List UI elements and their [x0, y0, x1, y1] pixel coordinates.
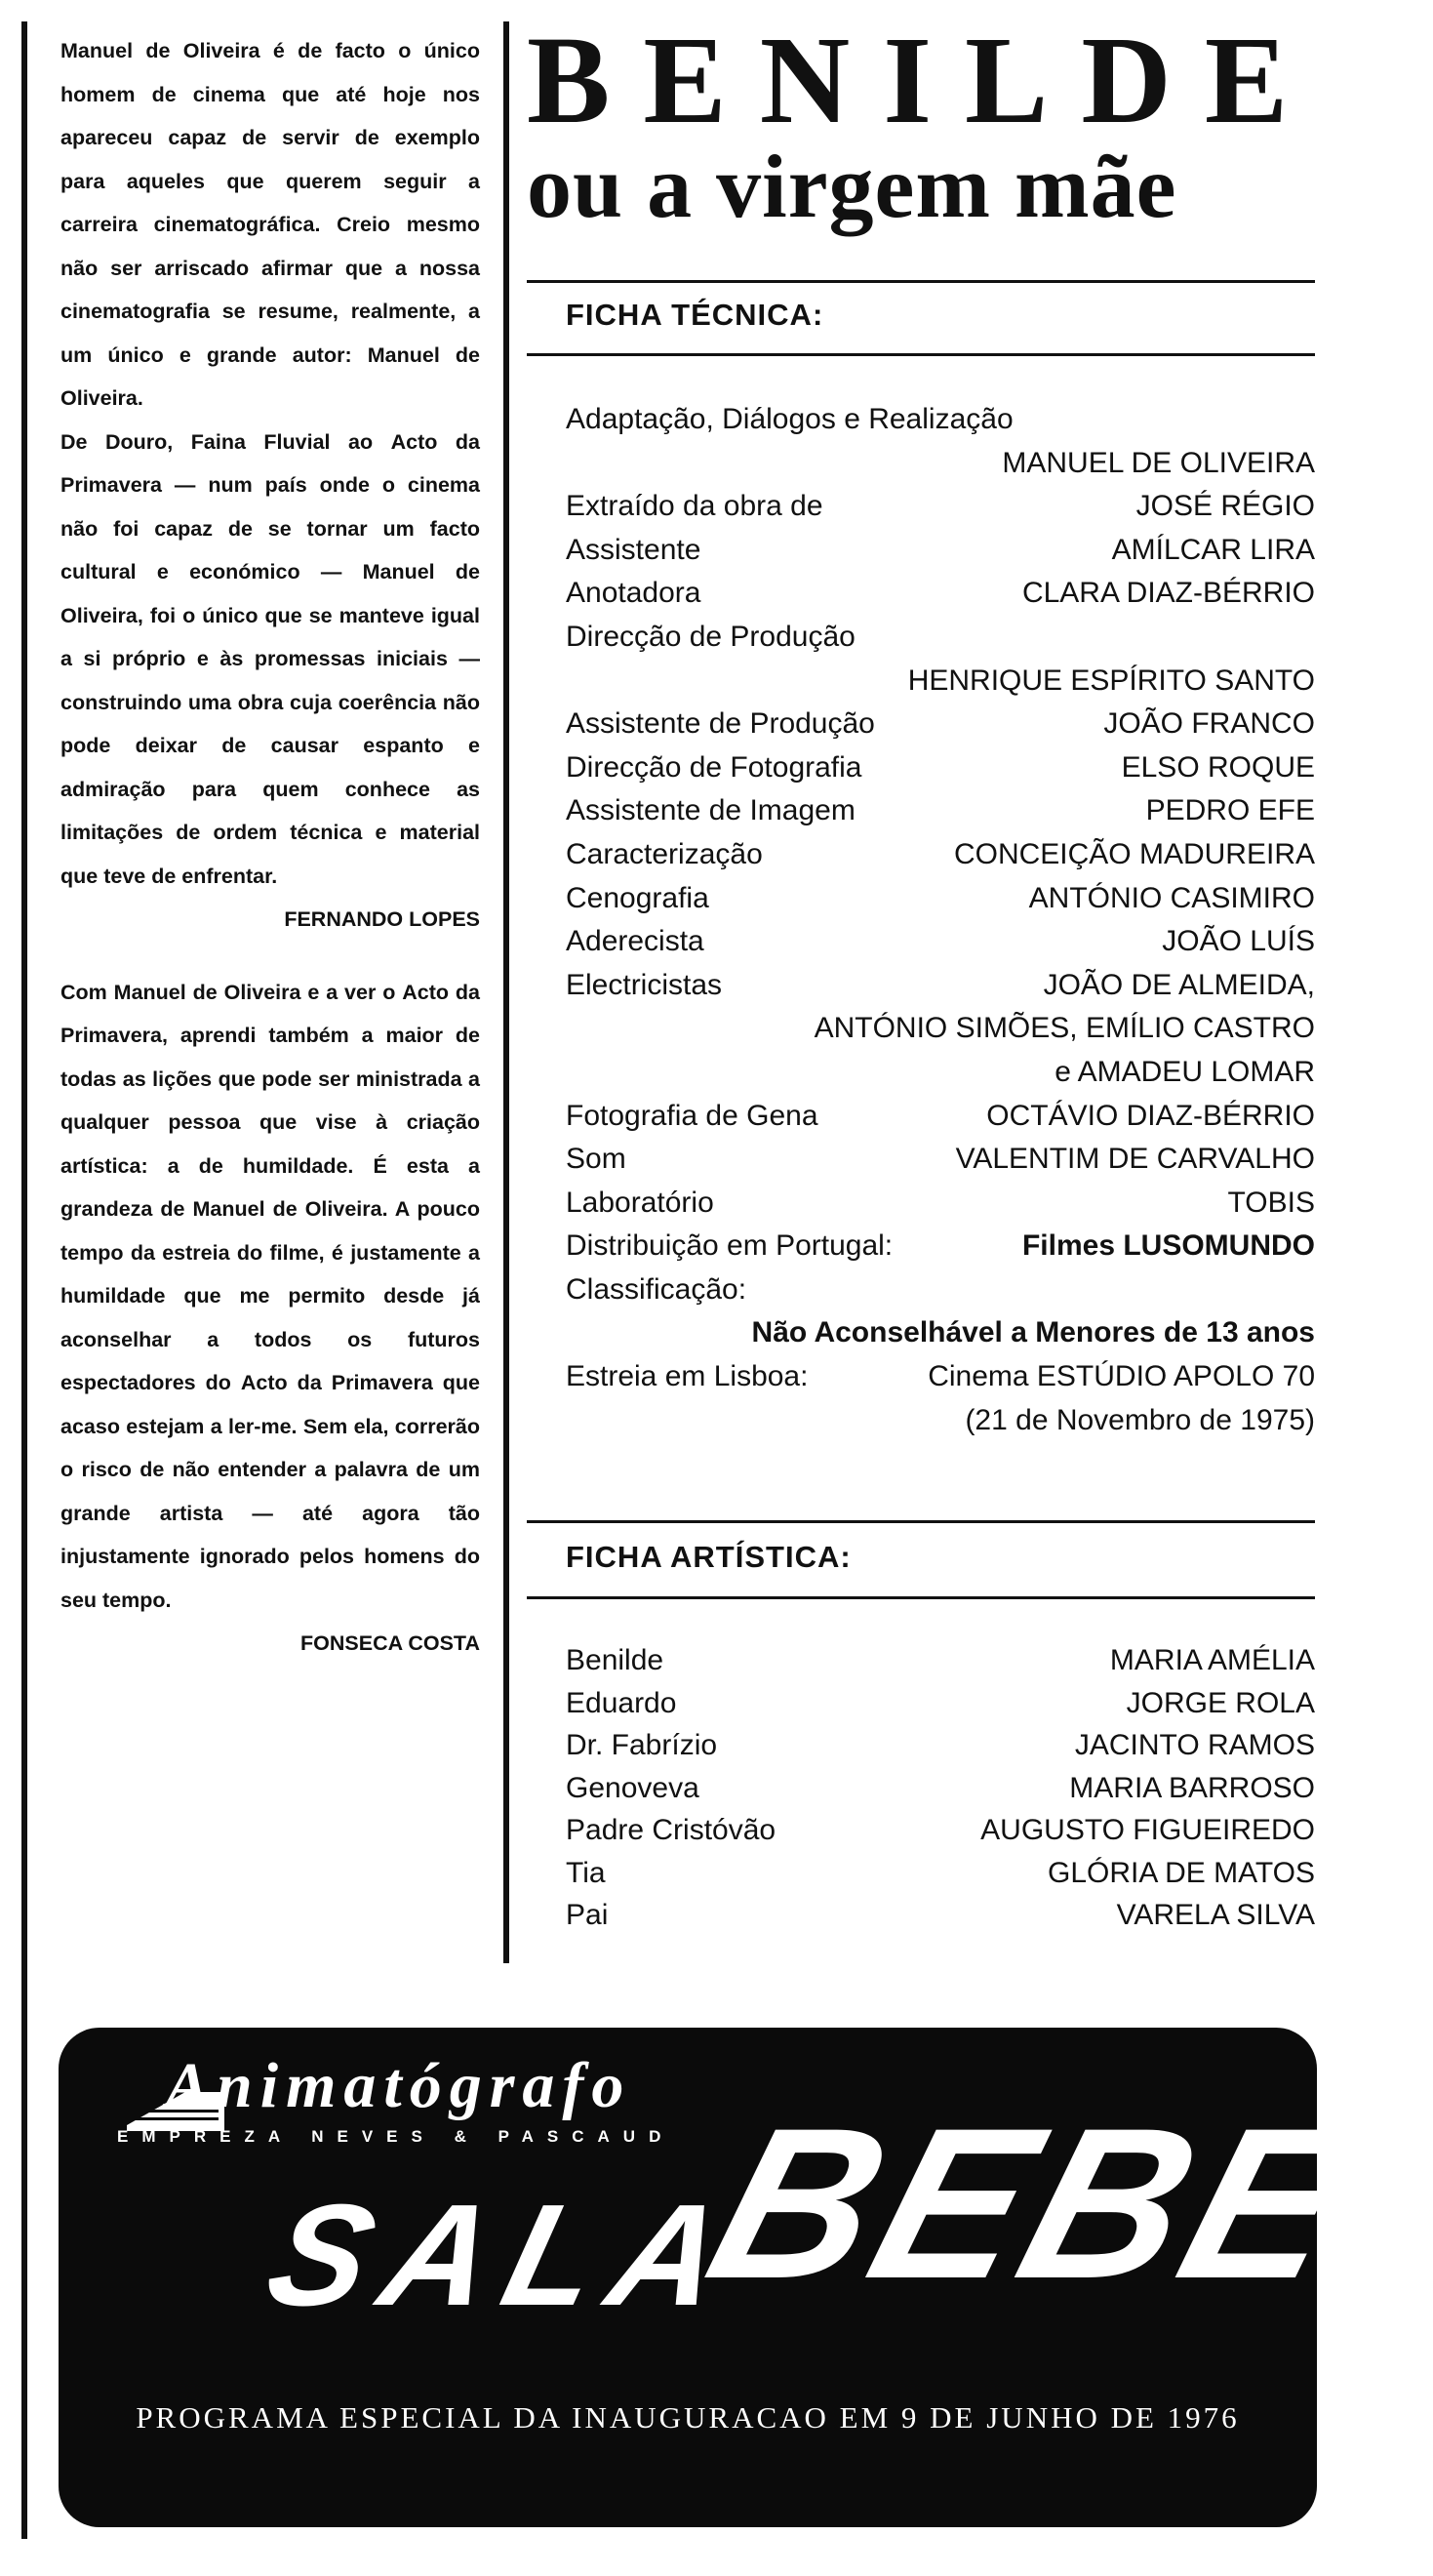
ficha-artistica-heading: FICHA ARTÍSTICA:: [566, 1540, 852, 1574]
text-run: Acto da Primavera: [60, 429, 481, 497]
credit-row: [566, 1894, 1315, 1937]
text-run: — num país onde o cinema não foi capaz de se tornar um facto cultural e económico — Manuel de Oliveira, foi o único que se manteve igual a si próprio e às promessas iniciais — construindo uma obra cuja coerência não pode deixar de causar espanto e admiração para quem conhece as limitações de ordem técnica e material que teve de enfrentar.: [60, 473, 480, 888]
credit-value: PEDRO EFE: [1145, 794, 1315, 827]
credit-row: [566, 1182, 1315, 1226]
credit-label-classificacao: Classificação:: [566, 1272, 747, 1306]
divider: [527, 280, 1315, 283]
credit-row: [566, 920, 1315, 964]
text-run: Acto da Primavera: [60, 980, 481, 1047]
company-name: EMPREZA NEVES & PASCAUD: [117, 2127, 675, 2146]
credit-label: Padre Cristóvão: [566, 1814, 776, 1846]
animatografo-logo-script: Animatógrafo: [166, 2050, 632, 2121]
commentary-column: [60, 29, 480, 1666]
credit-label: Assistente de Imagem: [566, 794, 856, 827]
signature-fernando-lopes: FERNANDO LOPES: [284, 907, 480, 931]
credit-label: Cenografia: [566, 881, 709, 914]
credit-label: Distribuição em Portugal:: [566, 1229, 894, 1263]
credit-row: [566, 746, 1315, 790]
credit-value-electricistas-2: ANTÓNIO SIMÕES, EMÍLIO CASTRO: [814, 1012, 1315, 1045]
credit-value: JORGE ROLA: [1126, 1686, 1315, 1719]
sala-bebe-banner: [59, 2028, 1433, 2527]
credit-label: Laboratório: [566, 1186, 714, 1219]
divider: [527, 1596, 1315, 1599]
divider: [527, 1520, 1315, 1523]
credit-row: [566, 964, 1315, 1008]
credit-row: [566, 1852, 1315, 1895]
credit-row: [566, 1639, 1315, 1682]
credit-value: CLARA DIAZ-BÉRRIO: [1021, 577, 1315, 610]
credit-value: MARIA BARROSO: [1069, 1771, 1315, 1804]
credit-value: VARELA SILVA: [1116, 1899, 1315, 1931]
credit-value: TOBIS: [1227, 1186, 1315, 1219]
credit-label: Dr. Fabrízio: [566, 1729, 718, 1761]
credit-row-distribuicao: [566, 1225, 1315, 1268]
ficha-tecnica-list: [566, 398, 1315, 1442]
text-run: Manuel de Oliveira é de facto o único homem de cinema que até hoje nos apareceu capaz de servir de exemplo para aqueles que querem seguir a carreira cinematográfica. Creio mesmo não ser arriscado afirmar que a nossa cinematografia se resume, realmente, a um único e grande autor: Manuel de Oliveira.: [60, 39, 480, 410]
credit-value: CONCEIÇÃO MADUREIRA: [953, 837, 1315, 870]
credit-value: Filmes LUSOMUNDO: [1021, 1229, 1315, 1263]
credit-row: [566, 1682, 1315, 1725]
credit-row: [566, 1138, 1315, 1182]
credit-value-electricistas-3: e AMADEU LOMAR: [1055, 1055, 1315, 1088]
film-title: BENILDE: [527, 11, 1322, 149]
credit-value: GLÓRIA DE MATOS: [1048, 1856, 1315, 1889]
credit-row: [566, 1095, 1315, 1139]
credit-value: Cinema ESTÚDIO APOLO 70: [928, 1360, 1315, 1393]
credit-row: [566, 1724, 1315, 1767]
text-run: Douro, Faina Fluvial: [105, 429, 331, 454]
credit-label: Anotadora: [566, 577, 701, 610]
credit-label: Assistente: [566, 533, 701, 566]
credit-value-classificacao: Não Aconselhável a Menores de 13 anos: [751, 1316, 1315, 1349]
commentary-para-2: [60, 421, 480, 899]
credit-label-adaptacao: Adaptação, Diálogos e Realização: [566, 403, 1014, 435]
credit-value: JOÃO DE ALMEIDA,: [1043, 968, 1315, 1001]
credit-row-estreia: [566, 1355, 1315, 1399]
credit-row: [566, 703, 1315, 746]
credit-value: AMÍLCAR LIRA: [1111, 533, 1315, 566]
credit-label: Estreia em Lisboa:: [566, 1360, 809, 1393]
text-run: De: [60, 429, 105, 454]
film-subtitle: ou a virgem mãe: [527, 137, 1177, 236]
sala-wordmark: SALA: [253, 2175, 757, 2336]
credit-value: OCTÁVIO DIAZ-BÉRRIO: [986, 1099, 1315, 1132]
credit-label: Caracterização: [566, 837, 763, 870]
credit-row: [566, 789, 1315, 833]
text-run: ao: [330, 429, 391, 454]
credit-label: Extraído da obra de: [566, 490, 823, 523]
signature-fonseca-costa: FONSECA COSTA: [300, 1631, 480, 1655]
credit-value: VALENTIM DE CARVALHO: [955, 1143, 1315, 1176]
commentary-para-3: [60, 971, 480, 1623]
credit-value: JACINTO RAMOS: [1074, 1729, 1315, 1761]
text-run: Acto da Primavera: [240, 1371, 433, 1394]
credit-label: Assistente de Produção: [566, 707, 875, 741]
credit-label: Pai: [566, 1899, 609, 1931]
credit-label: Som: [566, 1143, 626, 1176]
credit-value: AUGUSTO FIGUEIREDO: [980, 1814, 1315, 1846]
programa-caption: PROGRAMA ESPECIAL DA INAUGURACAO EM 9 DE JUNHO DE 1976: [136, 2400, 1240, 2435]
column-divider-rule: [503, 21, 509, 1963]
commentary-para-1: [60, 29, 480, 421]
credit-label-producao: Direcção de Produção: [566, 620, 856, 653]
credit-label: Tia: [566, 1856, 606, 1889]
credit-value: JOÃO FRANCO: [1103, 707, 1315, 741]
credit-label: Aderecista: [566, 925, 704, 958]
credit-row: [566, 877, 1315, 921]
credit-value-adaptacao: MANUEL DE OLIVEIRA: [1002, 446, 1315, 479]
credit-value-producao: HENRIQUE ESPÍRITO SANTO: [907, 664, 1315, 697]
credit-label: Genoveva: [566, 1771, 699, 1804]
credit-label: Direcção de Fotografia: [566, 750, 862, 784]
left-vertical-rule: [21, 21, 27, 2539]
ficha-artistica-list: [566, 1639, 1315, 1937]
credit-label: Electricistas: [566, 968, 723, 1001]
bebe-wordmark: BEBE': [687, 2083, 1433, 2323]
credit-label: Fotografia de Gena: [566, 1099, 818, 1132]
credit-value: JOSÉ RÉGIO: [1135, 490, 1315, 523]
credit-row: [566, 833, 1315, 877]
credit-row: [566, 1767, 1315, 1810]
text-run: Com Manuel de Oliveira e a ver o: [60, 980, 403, 1004]
credit-label: Benilde: [566, 1644, 664, 1676]
credit-label: Eduardo: [566, 1686, 677, 1719]
credit-row: [566, 485, 1315, 529]
divider: [527, 353, 1315, 356]
credit-value-estreia-date: (21 de Novembro de 1975): [965, 1403, 1315, 1436]
text-run: que acaso estejam a ler-me. Sem ela, correrão o risco de não entender a palavra de um grande artista — até agora tão injustamente ignorado pelos homens do seu tempo.: [60, 1371, 481, 1612]
credit-row: [566, 1809, 1315, 1852]
credit-row: [566, 572, 1315, 616]
ficha-tecnica-heading: FICHA TÉCNICA:: [566, 298, 824, 332]
text-run: , aprendi também a maior de todas as lições que pode ser ministrada a qualquer pessoa que vise à criação artística: a de humildade. É esta a grandeza de Manuel de Oliveira. A pouco tempo da estreia do filme, é justamente a humildade que me permito desde já aconselhar a todos os futuros espectadores do: [60, 1024, 480, 1394]
credit-value: MARIA AMÉLIA: [1109, 1644, 1315, 1676]
credit-value: JOÃO LUÍS: [1162, 925, 1315, 958]
credit-value: ELSO ROQUE: [1121, 750, 1315, 784]
credit-row: [566, 529, 1315, 573]
credit-value: ANTÓNIO CASIMIRO: [1028, 881, 1315, 914]
